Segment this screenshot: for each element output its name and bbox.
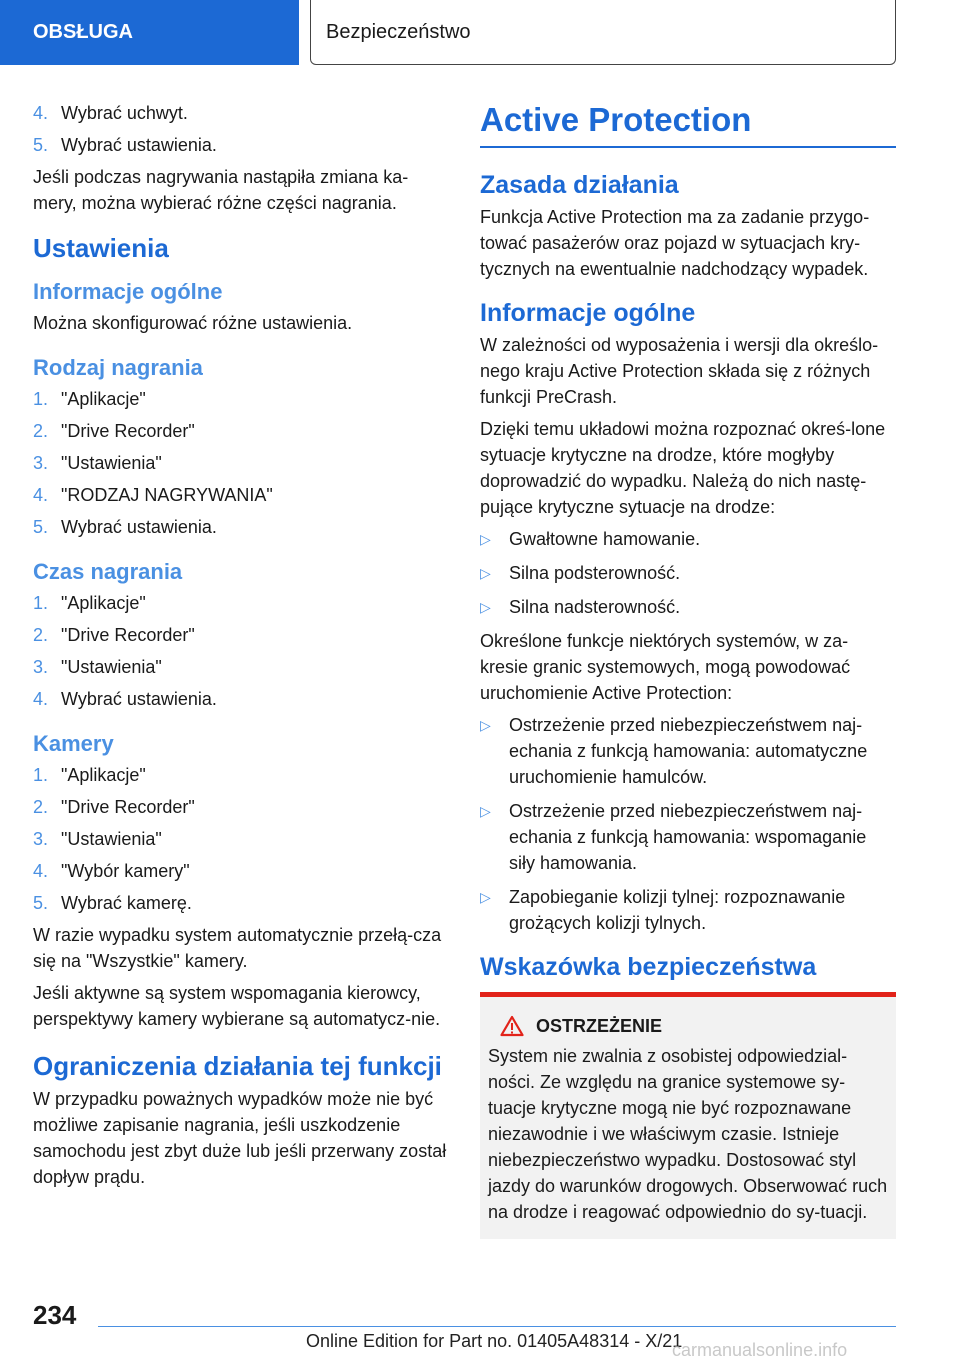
recording-type-heading: Rodzaj nagrania [33, 355, 203, 380]
step-item [33, 386, 449, 412]
safety-heading: Wskazówka bezpieczeństwa [480, 953, 817, 981]
step-text: Wybrać uchwyt. [61, 103, 188, 123]
triangle-bullet-icon: ▷ [480, 803, 491, 819]
principle-heading: Zasada działania [480, 171, 679, 199]
header-section [310, 0, 896, 65]
step-item [33, 686, 449, 712]
step-number: 1. [33, 389, 49, 409]
step-number: 3. [33, 829, 49, 849]
list-item-text: Gwałtowne hamowanie. [509, 529, 701, 549]
cameras-heading: Kamery [33, 731, 114, 756]
step-item [33, 418, 449, 444]
step-text: "RODZAJ NAGRYWANIA" [61, 485, 273, 505]
step-text: Wybrać ustawienia. [61, 517, 217, 537]
cameras-steps [33, 762, 449, 916]
limits-text: W przypadku poważnych wypadków może nie być możliwe zapisanie nagrania, jeśli uszkodzenie samochodu jest zbyt duże lub jeśli przerwany został dopływ prądu. [33, 1089, 447, 1187]
list-item-text: Ostrzeżenie przed niebezpieczeństwem naj-echania z funkcją hamowania: wspomaganie siły hamowania. [509, 801, 867, 873]
step-text: "Ustawienia" [61, 829, 162, 849]
footer-divider [98, 1326, 896, 1327]
warning-triangle-icon [500, 1015, 524, 1037]
list-item-text: Silna nadsterowność. [509, 597, 681, 617]
step-item [33, 890, 449, 916]
section-label: Bezpieczeństwo [326, 20, 471, 43]
step-number: 4. [33, 485, 49, 505]
general-paragraph-3: Określone funkcje niektórych systemów, w za-kresie granic systemowych, mogą powodować uruchomienie Active Protection: [480, 631, 851, 703]
intro-steps [33, 100, 449, 158]
page-number: 234 [33, 1300, 77, 1330]
triangle-bullet-icon: ▷ [480, 717, 491, 733]
triangle-bullet-icon: ▷ [480, 531, 491, 547]
list-item [480, 884, 896, 936]
cameras-paragraph-2: Jeśli aktywne są system wspomagania kierowcy, perspektywy kamery wybierane są automatycz-nie. [33, 983, 441, 1029]
step-number: 4. [33, 689, 49, 709]
step-number: 4. [33, 103, 49, 123]
general-info-text: Można skonfigurować różne ustawienia. [33, 313, 353, 333]
step-item [33, 826, 449, 852]
step-number: 2. [33, 625, 49, 645]
step-item [33, 762, 449, 788]
recording-type-steps [33, 386, 449, 540]
step-item [33, 590, 449, 616]
chapter-label: OBSŁUGA [33, 21, 133, 43]
recording-time-heading: Czas nagrania [33, 559, 183, 584]
warning-box [480, 992, 896, 1239]
step-text: "Aplikacje" [61, 765, 146, 785]
triangle-bullet-icon: ▷ [480, 889, 491, 905]
step-text: Wybrać ustawienia. [61, 689, 217, 709]
intro-paragraph: Jeśli podczas nagrywania nastąpiła zmiana ka-mery, można wybierać różne części nagrania. [33, 167, 409, 213]
general-paragraph-1: W zależności od wyposażenia i wersji dla określo-nego kraju Active Protection składa się z różnych funkcji PreCrash. [480, 335, 879, 407]
step-text: "Wybór kamery" [61, 861, 190, 881]
principle-text: Funkcja Active Protection ma za zadanie przygo-tować pasażerów oraz pojazd w sytuacjach kry-tycznych na ewentualnie nadchodzący wypadek. [480, 207, 870, 279]
step-text: Wybrać kamerę. [61, 893, 192, 913]
settings-heading: Ustawienia [33, 233, 169, 263]
list-item-text: Ostrzeżenie przed niebezpieczeństwem naj-echania z funkcją hamowania: automatyczne uruchomienie hamulców. [509, 715, 868, 787]
step-number: 4. [33, 861, 49, 881]
step-number: 3. [33, 657, 49, 677]
step-item [33, 450, 449, 476]
step-text: "Drive Recorder" [61, 625, 195, 645]
warning-label: OSTRZEŻENIE [536, 1016, 663, 1036]
watermark-text: carmanualsonline.info [672, 1340, 848, 1360]
step-item [33, 654, 449, 680]
list-item [480, 798, 896, 876]
step-text: "Drive Recorder" [61, 421, 195, 441]
general-info-heading: Informacje ogólne [480, 299, 696, 327]
step-text: "Ustawienia" [61, 453, 162, 473]
critical-situations-list [480, 526, 896, 620]
step-number: 2. [33, 797, 49, 817]
step-text: Wybrać ustawienia. [61, 135, 217, 155]
step-number: 1. [33, 593, 49, 613]
cameras-paragraph-1: W razie wypadku system automatycznie przełą-cza się na "Wszystkie" kamery. [33, 925, 442, 971]
step-number: 2. [33, 421, 49, 441]
list-item [480, 594, 896, 620]
right-column [480, 100, 896, 1239]
triangle-bullet-icon: ▷ [480, 565, 491, 581]
step-text: "Aplikacje" [61, 593, 146, 613]
left-column [33, 100, 449, 1196]
header-chapter-tab [0, 0, 299, 65]
step-item [33, 100, 449, 126]
triangle-bullet-icon: ▷ [480, 599, 491, 615]
general-paragraph-2: Dzięki temu układowi można rozpoznać okreś-lone sytuacje krytyczne na drodze, które mogłyby doprowadzić do wypadku. Należą do nich nastę-pujące krytyczne sytuacje na drodze: [480, 419, 886, 517]
step-number: 1. [33, 765, 49, 785]
step-text: "Aplikacje" [61, 389, 146, 409]
recording-time-steps [33, 590, 449, 712]
page-main-title: Active Protection [480, 100, 896, 148]
list-item [480, 560, 896, 586]
list-item [480, 526, 896, 552]
step-text: "Drive Recorder" [61, 797, 195, 817]
step-item [33, 132, 449, 158]
step-item [33, 482, 449, 508]
step-text: "Ustawienia" [61, 657, 162, 677]
step-item [33, 622, 449, 648]
step-number: 5. [33, 893, 49, 913]
step-number: 3. [33, 453, 49, 473]
step-item [33, 858, 449, 884]
general-info-heading: Informacje ogólne [33, 279, 223, 304]
limits-heading: Ograniczenia działania tej funkcji [33, 1051, 442, 1081]
step-item [33, 794, 449, 820]
footer-edition: Online Edition for Part no. 01405A48314 - X/21 [306, 1331, 683, 1351]
step-number: 5. [33, 517, 49, 537]
list-item-text: Zapobieganie kolizji tylnej: rozpoznawanie grożących kolizji tylnych. [509, 887, 846, 933]
warning-header [488, 1013, 888, 1039]
list-item-text: Silna podsterowność. [509, 563, 681, 583]
triggering-functions-list [480, 712, 896, 936]
warning-text: System nie zwalnia z osobistej odpowiedzial-ności. Ze względu na granice systemowe sy-tuacje krytyczne mogą nie być rozpoznawane niezawodnie i we właściwym czasie. Istnieje niebezpieczeństwo wypadku. Dostosować styl jazdy do warunków drogowych. Obserwować ruch na drodze i reagować odpowiednio do sy-tuacji. [488, 1046, 888, 1222]
step-item [33, 514, 449, 540]
list-item [480, 712, 896, 790]
step-number: 5. [33, 135, 49, 155]
